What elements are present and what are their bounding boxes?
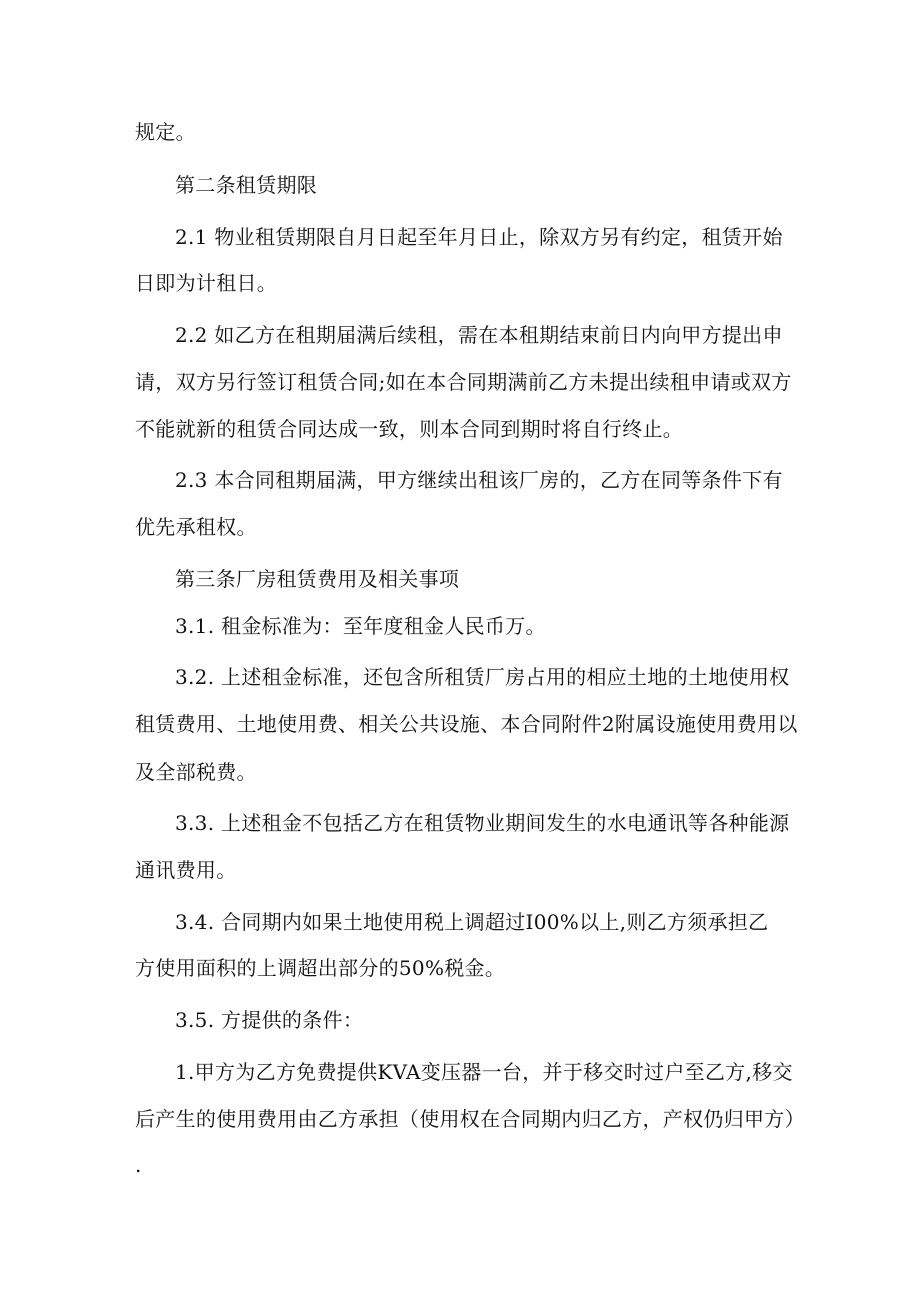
paragraph-line: 3.4. 合同期内如果土地使用税上调超过I00%以上,则乙方须承担乙 (175, 910, 769, 934)
paragraph-line: 1.甲方为乙方免费提供KVA变压器一台，并于移交时过户至乙方,移交 (175, 1060, 793, 1084)
section-heading: 第二条租赁期限 (175, 173, 318, 197)
paragraph-line: 及全部税费。 (135, 760, 257, 784)
paragraph-line: 日即为计租日。 (135, 271, 278, 295)
paragraph-line: 3.1. 租金标准为：至年度租金人民币万。 (175, 614, 546, 638)
paragraph-line: 通讯费用。 (135, 858, 237, 882)
paragraph-line: 2.3 本合同租期届满，甲方继续出租该厂房的，乙方在同等条件下有 (175, 468, 783, 492)
paragraph-line: 3.5. 方提供的条件： (175, 1008, 364, 1032)
paragraph-line: 2.1 物业租赁期限自月日起至年月日止，除双方另有约定，租赁开始 (175, 225, 783, 249)
paragraph-line: 3.3. 上述租金不包括乙方在租赁物业期间发生的水电通讯等各种能源 (175, 811, 790, 835)
paragraph-line: 租赁费用、土地使用费、相关公共设施、本合同附件2附属设施使用费用以 (135, 712, 798, 736)
paragraph-line: 方使用面积的上调超出部分的50%税金。 (135, 956, 506, 980)
paragraph-line: 不能就新的租赁合同达成一致，则本合同到期时将自行终止。 (135, 417, 684, 441)
paragraph-line: 规定。 (135, 120, 196, 144)
paragraph-line: 3.2. 上述租金标准，还包含所租赁厂房占用的相应土地的土地使用权 (175, 665, 790, 689)
paragraph-line: 后产生的使用费用由乙方承担（使用权在合同期内归乙方，产权仍归甲方） (135, 1107, 805, 1131)
paragraph-line: . (135, 1153, 142, 1177)
paragraph-line: 2.2 如乙方在租期届满后续租，需在本租期结束前日内向甲方提出申 (175, 323, 783, 347)
paragraph-line: 优先承租权。 (135, 515, 257, 539)
paragraph-line: 请，双方另行签订租赁合同;如在本合同期满前乙方未提出续租申请或双方 (135, 370, 792, 394)
section-heading: 第三条厂房租赁费用及相关事项 (175, 567, 460, 591)
